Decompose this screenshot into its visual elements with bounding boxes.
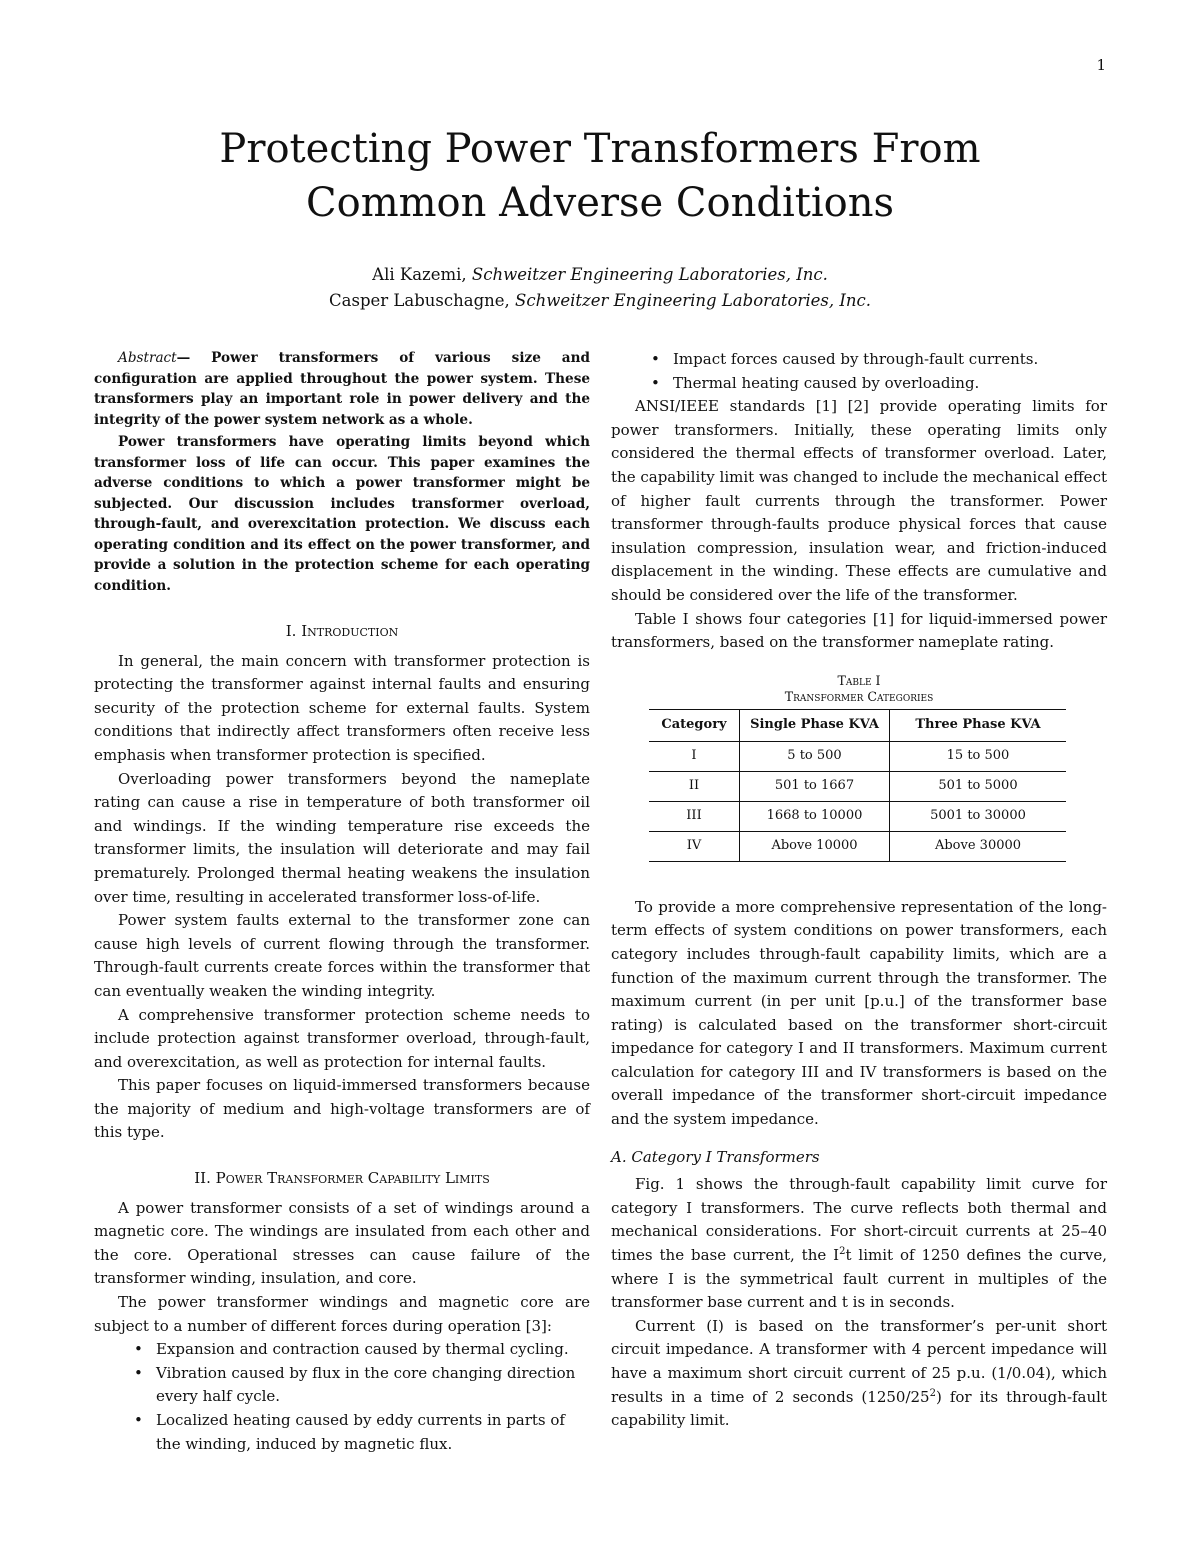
table-number: Table I — [837, 672, 881, 688]
paragraph — [611, 1315, 1107, 1433]
abstract-paragraph-1 — [94, 348, 590, 430]
author-affiliation: Schweitzer Engineering Laboratories, Inc. — [471, 265, 828, 284]
table-cell: 5001 to 30000 — [890, 801, 1067, 831]
table-cell: IV — [649, 831, 740, 861]
title-line-2: Common Adverse Conditions — [306, 180, 894, 226]
paragraph: ANSI/IEEE standards [1] [2] provide operating limits for power transformers. Initially, these operating limits only considered the thermal effects of transformer overload. Later, the capability limit was changed to include the mechanical effect of higher fault currents through the transformer. Power transformer through-faults produce physical forces that cause insulation compression, insulation wear, and friction-induced displacement in the winding. These effects are cumulative and should be considered over the life of the transformer. — [611, 397, 1107, 604]
abstract-paragraph-2: Power transformers have operating limits beyond which transformer loss of life can occur. This paper examines the adverse conditions to which a power transformer might be subjected. Our discussion includes transformer overload, through-fault, and overexcitation protection. We discuss each operating condition and its effect on the power transformer, and provide a solution in the protection scheme for each operating condition. — [94, 434, 590, 594]
author-name: Casper Labuschagne, — [329, 291, 516, 310]
table-row — [649, 771, 1066, 801]
transformer-categories-table — [649, 709, 1066, 862]
table-cell: III — [649, 801, 740, 831]
table-cell: 501 to 5000 — [890, 771, 1067, 801]
table-cell: 5 to 500 — [740, 741, 890, 771]
bullet-icon: • — [134, 1340, 143, 1359]
bullet-list — [94, 1338, 590, 1456]
paragraph: A comprehensive transformer protection scheme needs to include protection against transformer overload, through-fault, and overexcitation, as well as protection for internal faults. — [94, 1005, 590, 1071]
table-cell: 1668 to 10000 — [740, 801, 890, 831]
superscript: 2 — [839, 1246, 846, 1258]
paragraph-text: ) for its through-fault capability limit. — [611, 1387, 1107, 1430]
author-1 — [0, 262, 1200, 288]
subsection-heading-category-i: A. Category I Transformers — [611, 1147, 820, 1166]
column-header: Category — [649, 709, 740, 741]
list-item — [651, 372, 1107, 396]
paper-title — [0, 122, 1200, 230]
paragraph-text: Current (I) is based on the transformer’s per-unit short circuit impedance. A transformer with 4 percent impedance will have a maximum short circuit current of 25 p.u. (1/0.04), which results in a time of 2 seconds (1250/25 — [611, 1316, 1107, 1406]
author-2 — [0, 288, 1200, 314]
list-item-text: Expansion and contraction caused by thermal cycling. — [156, 1340, 569, 1359]
abstract-label: Abstract — [118, 350, 177, 366]
section-heading-introduction: I. Introduction — [285, 622, 399, 640]
paragraph: Overloading power transformers beyond the nameplate rating can cause a rise in temperature of both transformer oil and windings. If the winding temperature rise exceeds the transformer limits, the insulation will deteriorate and may fail prematurely. Prolonged thermal heating weakens the insulation over time, resulting in accelerated transformer loss-of-life. — [94, 769, 590, 906]
list-item — [134, 1362, 590, 1409]
paragraph: A power transformer consists of a set of windings around a magnetic core. The windings are insulated from each other and the core. Operational stresses can cause failure of the transformer winding, insulation, and core. — [94, 1198, 590, 1288]
paragraph: To provide a more comprehensive representation of the long-term effects of system conditions on power transformers, each category includes through-fault capability limits, which are a function of the maximum current through the transformer. The maximum current (in per unit [p.u.] of the transformer base rating) is calculated based on the transformer short-circuit impedance for category I and II transformers. Maximum current calculation for category III and IV transformers is based on the overall impedance of the transformer short-circuit impedance and the system impedance. — [611, 897, 1107, 1129]
author-block — [0, 262, 1200, 314]
paragraph: This paper focuses on liquid-immersed transformers because the majority of medium and high-voltage transformers are of this type. — [94, 1076, 590, 1142]
left-column — [94, 348, 590, 1456]
paragraph: Power system faults external to the transformer zone can cause high levels of current flowing through the transformer. Through-fault currents create forces within the transformer that can eventually weaken the winding integrity. — [94, 911, 590, 1000]
bullet-icon: • — [134, 1363, 143, 1382]
author-affiliation: Schweitzer Engineering Laboratories, Inc. — [515, 291, 871, 310]
paragraph — [611, 1173, 1107, 1315]
bullet-icon: • — [651, 350, 660, 368]
table-caption — [611, 673, 1107, 705]
list-item — [134, 1409, 590, 1456]
table-cell: I — [649, 741, 740, 771]
paragraph: Table I shows four categories [1] for liquid-immersed power transformers, based on the transformer nameplate rating. — [611, 609, 1107, 652]
table-row — [649, 801, 1066, 831]
table-cell: Above 30000 — [890, 831, 1067, 861]
bullet-list — [611, 348, 1107, 395]
list-item-text: Localized heating caused by eddy currents in parts of the winding, induced by magnetic flux. — [156, 1411, 565, 1453]
paragraph: In general, the main concern with transformer protection is protecting the transformer against internal faults and ensuring security of the protection scheme for external faults. System conditions that indirectly affect transformers often receive less emphasis when transformer protection is specified. — [94, 651, 590, 764]
table-row — [649, 831, 1066, 861]
abstract-text: — Power transformers of various size and configuration are applied throughout the power system. These transformers play an important role in power delivery and the integrity of the power system network as a whole. — [94, 350, 590, 428]
column-header: Three Phase KVA — [890, 709, 1067, 741]
page-number: 1 — [1096, 56, 1106, 74]
table-title: Transformer Categories — [784, 688, 934, 704]
paragraph-text: t limit of 1250 defines the curve, where I is the symmetrical fault current in multiples of the transformer base current and t is in seconds. — [611, 1246, 1107, 1312]
table-cell: Above 10000 — [740, 831, 890, 861]
superscript: 2 — [929, 1387, 936, 1399]
column-header: Single Phase KVA — [740, 709, 890, 741]
table-cell: 15 to 500 — [890, 741, 1067, 771]
list-item-text: Impact forces caused by through-fault currents. — [673, 350, 1039, 368]
table-row — [649, 741, 1066, 771]
list-item — [651, 348, 1107, 372]
paragraph: The power transformer windings and magnetic core are subject to a number of different forces during operation [3]: — [94, 1293, 590, 1335]
section-heading-capability-limits: II. Power Transformer Capability Limits — [194, 1169, 490, 1188]
table-header-row — [649, 709, 1066, 741]
list-item-text: Vibration caused by flux in the core changing direction every half cycle. — [156, 1363, 576, 1406]
table-cell: II — [649, 771, 740, 801]
paragraph-text: Fig. 1 shows the through-fault capability limit curve for category I transformers. The curve reflects both thermal and mechanical considerations. For short-circuit currents at 25–40 times the base current, the I — [611, 1175, 1107, 1265]
table-cell: 501 to 1667 — [740, 771, 890, 801]
title-line-1: Protecting Power Transformers From — [219, 126, 981, 172]
list-item — [134, 1338, 590, 1362]
bullet-icon: • — [134, 1411, 143, 1429]
author-name: Ali Kazemi, — [372, 265, 472, 284]
bullet-icon: • — [651, 373, 660, 392]
right-column — [611, 348, 1107, 1433]
list-item-text: Thermal heating caused by overloading. — [673, 373, 980, 392]
